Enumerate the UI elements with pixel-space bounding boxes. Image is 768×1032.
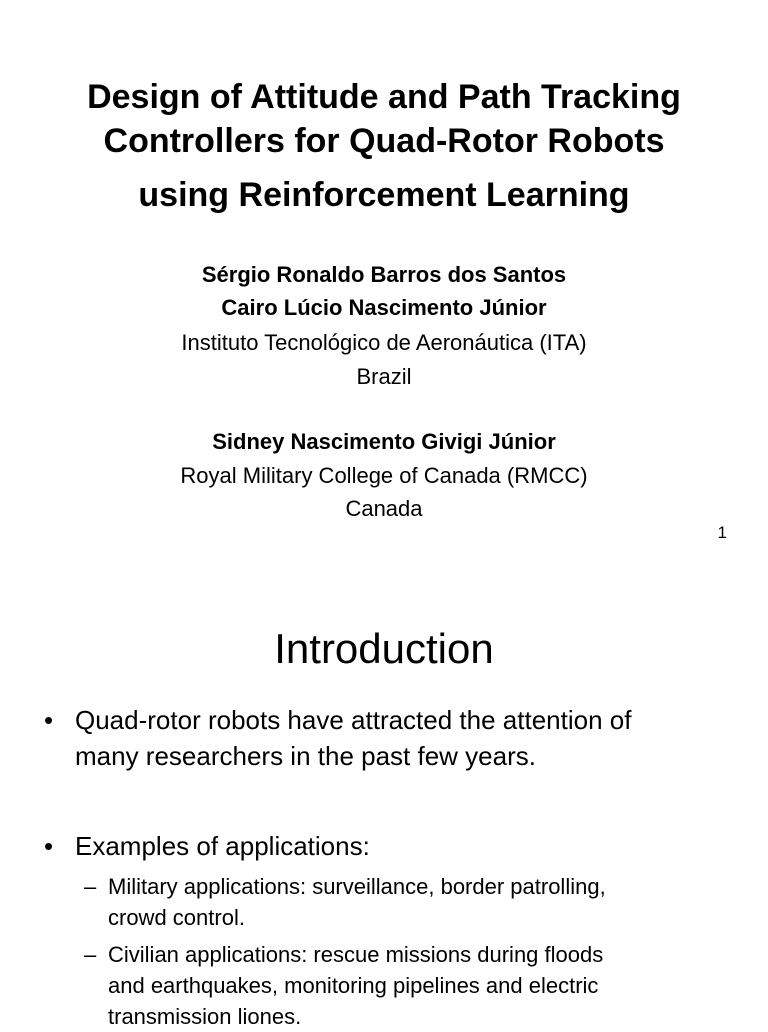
author-name: Sidney Nascimento Givigi Júnior — [212, 429, 556, 454]
bullet-marker: • — [44, 705, 54, 735]
sub-bullet-marker: – — [84, 874, 97, 899]
sub-bullet-line: crowd control. — [108, 905, 245, 930]
slide-title-line-3: using Reinforcement Learning — [138, 176, 630, 214]
bullet-line: Examples of applications: — [75, 831, 370, 861]
slide-title-line-1: Design of Attitude and Path Tracking — [87, 78, 681, 116]
affiliation-ita: Instituto Tecnológico de Aeronáutica (ITA) — [181, 330, 587, 355]
sub-bullet-line: and earthquakes, monitoring pipelines and electric — [108, 973, 599, 998]
sub-bullet-line: Civilian applications: rescue missions during floods — [108, 942, 604, 967]
sub-bullet-text — [108, 871, 708, 933]
slide-title-line-2: Controllers for Quad-Rotor Robots — [103, 122, 665, 160]
section-heading: Introduction — [274, 625, 494, 672]
bullet-text — [75, 828, 755, 864]
bullet-line: many researchers in the past few years. — [75, 741, 536, 771]
author-name: Cairo Lúcio Nascimento Júnior — [221, 295, 547, 320]
sub-bullet-marker: – — [84, 942, 97, 967]
country-canada: Canada — [345, 496, 423, 521]
sub-bullet-line: transmission liones. — [108, 1004, 302, 1029]
slide-number: 1 — [717, 523, 727, 542]
sub-bullet-text — [108, 939, 708, 1032]
country-brazil: Brazil — [356, 364, 412, 389]
bullet-line: Quad-rotor robots have attracted the attention of — [75, 705, 632, 735]
bullet-text — [75, 702, 755, 774]
sub-bullet-line: Military applications: surveillance, border patrolling, — [108, 874, 606, 899]
affiliation-rmcc: Royal Military College of Canada (RMCC) — [180, 463, 588, 488]
introduction-slide — [0, 560, 768, 1029]
bullet-marker: • — [44, 831, 54, 861]
author-name: Sérgio Ronaldo Barros dos Santos — [201, 262, 567, 287]
